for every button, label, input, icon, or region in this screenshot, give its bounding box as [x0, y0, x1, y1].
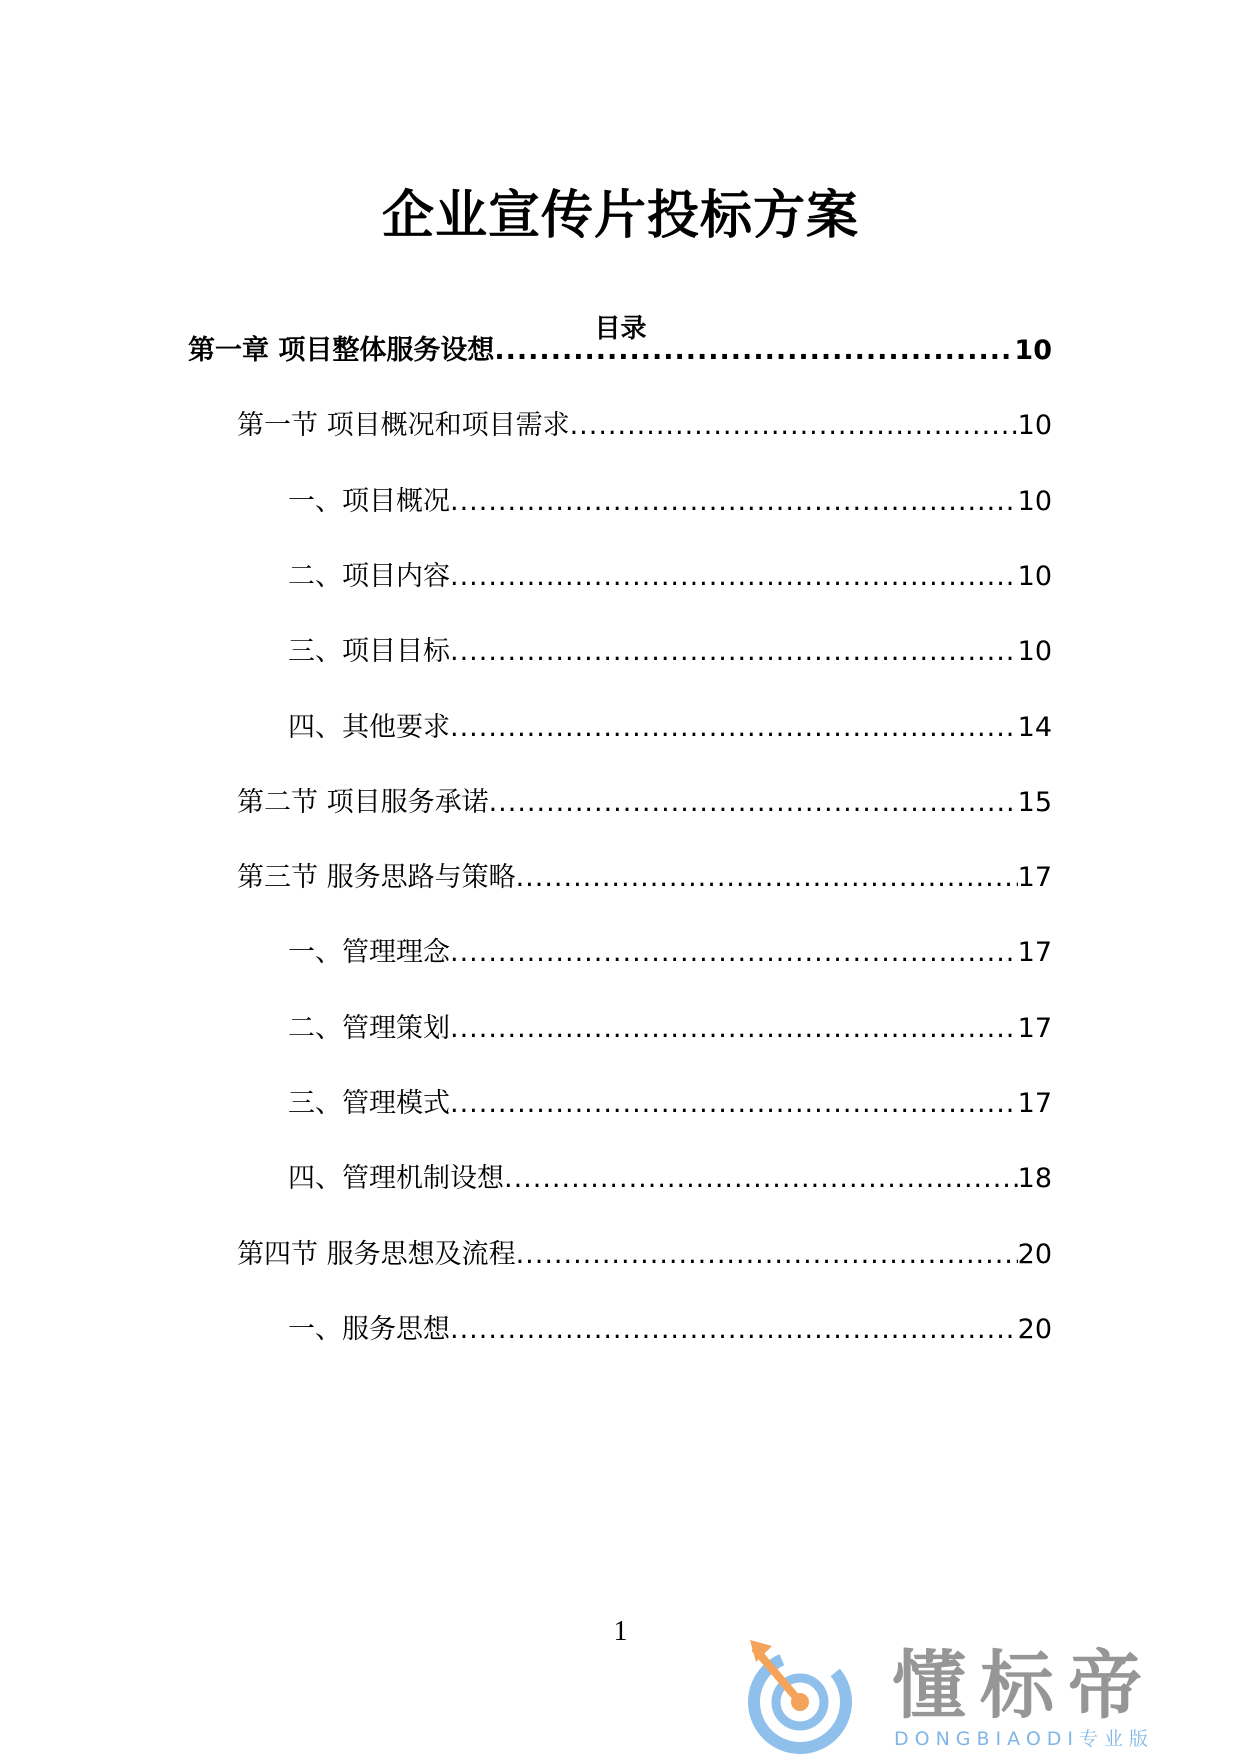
toc-entry-page: 15	[1017, 787, 1052, 818]
toc-dot-leader	[450, 1310, 1018, 1350]
toc-dot-leader	[450, 482, 1018, 522]
toc-entry-page: 18	[1017, 1163, 1052, 1194]
toc-entry-text: 四、管理机制设想	[288, 1163, 504, 1194]
toc-entry[interactable]	[237, 1235, 1052, 1275]
toc-entry-page: 20	[1017, 1239, 1052, 1270]
toc-entry[interactable]	[288, 1084, 1052, 1124]
toc-entry[interactable]	[237, 858, 1052, 898]
toc-entry-text: 第一章 项目整体服务设想	[188, 335, 495, 366]
toc-entry-text: 第二节 项目服务承诺	[237, 787, 489, 818]
toc-entry[interactable]	[288, 1159, 1052, 1199]
toc-entry-page: 14	[1017, 712, 1052, 743]
toc-entry[interactable]	[288, 933, 1052, 973]
toc-entry-text: 三、项目目标	[288, 636, 450, 667]
toc-entry-page: 10	[1014, 335, 1052, 366]
toc-entry-page: 10	[1017, 636, 1052, 667]
toc-entry-page: 20	[1017, 1314, 1052, 1345]
toc-dot-leader	[516, 858, 1018, 898]
toc-entry-page: 17	[1017, 1088, 1052, 1119]
toc-entry-text: 一、服务思想	[288, 1314, 450, 1345]
toc-entry-text: 三、管理模式	[288, 1088, 450, 1119]
toc-entry-page: 10	[1017, 561, 1052, 592]
toc-dot-leader	[450, 557, 1018, 597]
toc-dot-leader	[516, 1235, 1018, 1275]
toc-entry-page: 17	[1017, 1013, 1052, 1044]
toc-entry[interactable]	[237, 406, 1052, 446]
watermark-brand: 懂标帝	[892, 1643, 1156, 1729]
toc-dot-leader	[450, 708, 1018, 748]
toc-heading: 目录	[594, 314, 647, 344]
toc-entry[interactable]	[288, 1009, 1052, 1049]
toc-entry-text: 第三节 服务思路与策略	[237, 862, 516, 893]
toc-entry[interactable]	[288, 708, 1052, 748]
toc-entry-text: 二、管理策划	[288, 1013, 450, 1044]
toc-dot-leader	[504, 1159, 1018, 1199]
target-arrow-icon	[742, 1636, 862, 1754]
toc-dot-leader	[494, 331, 1014, 371]
toc-entry[interactable]	[288, 482, 1052, 522]
toc-entry[interactable]	[288, 1310, 1052, 1350]
toc-dot-leader	[489, 783, 1018, 823]
toc-entry-page: 10	[1017, 486, 1052, 517]
toc-entry-text: 一、项目概况	[288, 486, 450, 517]
toc-entry-text: 第四节 服务思想及流程	[237, 1239, 516, 1270]
watermark-subtitle: DONGBIAODI专业版	[894, 1728, 1155, 1750]
toc-entry-page: 17	[1017, 937, 1052, 968]
page-number: 1	[613, 1616, 628, 1647]
toc-dot-leader	[450, 1009, 1018, 1049]
toc-dot-leader	[450, 1084, 1018, 1124]
toc-entry[interactable]	[188, 331, 1052, 371]
toc-entry[interactable]	[288, 632, 1052, 672]
toc-entry[interactable]	[288, 557, 1052, 597]
toc-entry-text: 第一节 项目概况和项目需求	[237, 410, 570, 441]
toc-entry-page: 17	[1017, 862, 1052, 893]
toc-entry-text: 二、项目内容	[288, 561, 450, 592]
toc-entry-text: 四、其他要求	[288, 712, 450, 743]
toc-dot-leader	[450, 933, 1018, 973]
toc-entry-page: 10	[1017, 410, 1052, 441]
toc-entry-text: 一、管理理念	[288, 937, 450, 968]
watermark	[742, 1636, 1212, 1750]
toc-dot-leader	[570, 406, 1018, 446]
toc-dot-leader	[450, 632, 1018, 672]
document-title: 企业宣传片投标方案	[381, 186, 859, 246]
toc-entry[interactable]	[237, 783, 1052, 823]
